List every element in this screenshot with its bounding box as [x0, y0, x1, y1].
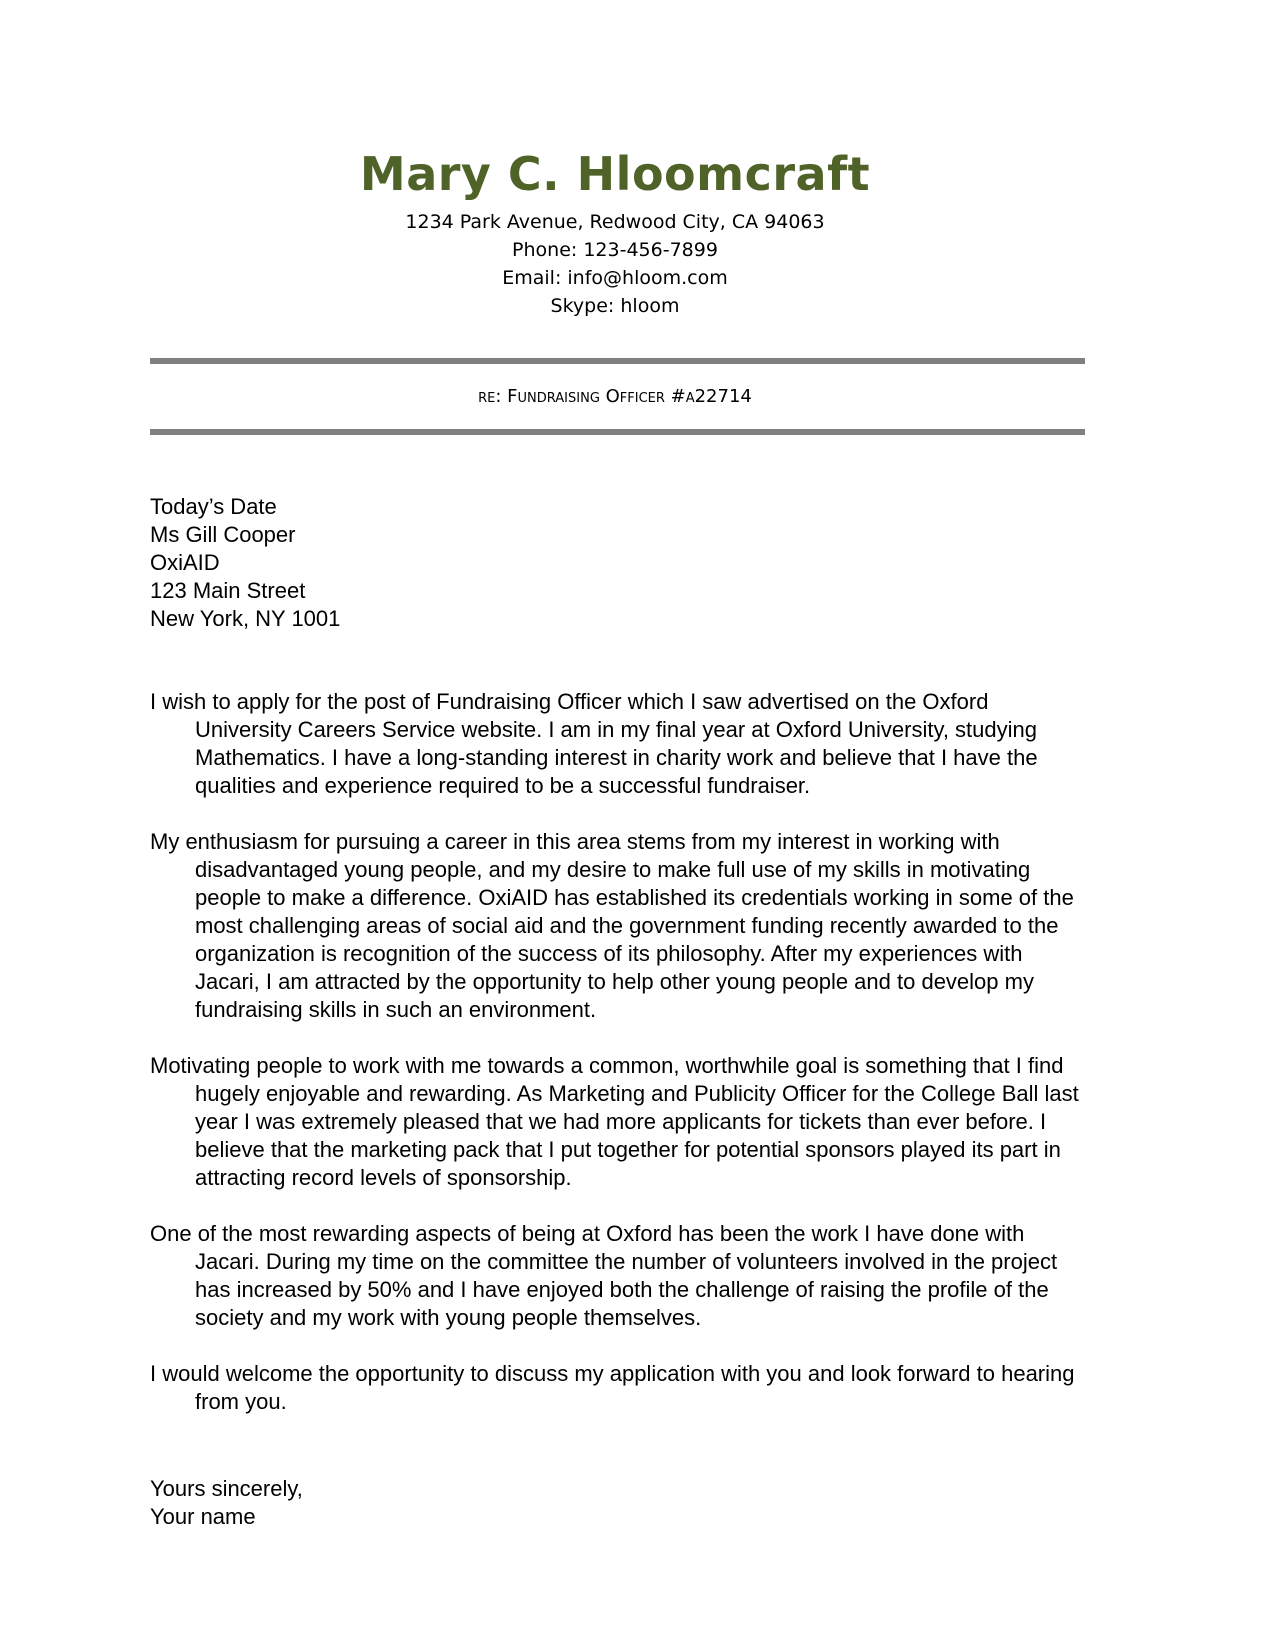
sender-phone: Phone: 123-456-7899	[512, 239, 718, 261]
signature-name: Your name	[150, 1504, 256, 1529]
recipient-organization: OxiAID	[150, 550, 220, 575]
body-paragraph: My enthusiasm for pursuing a career in this area stems from my interest in working with disadvantaged young people, and my desire to make full use of my skills in motivating people to make a difference. OxiAID has established its credentials working in some of the most challenging areas of social aid and the government funding recently awarded to the organization is recognition of the success of its philosophy. After my experiences with Jacari, I am attracted by the opportunity to help other young people and to develop my fundraising skills in such an environment.	[150, 829, 1074, 1022]
bottom-divider	[150, 429, 1085, 435]
recipient-name: Ms Gill Cooper	[150, 522, 296, 547]
closing-block	[150, 1475, 303, 1531]
closing-salutation: Yours sincerely,	[150, 1476, 303, 1501]
body-paragraph: Motivating people to work with me towards a common, worthwhile goal is something that I find hugely enjoyable and rewarding. As Marketing and Publicity Officer for the College Ball last year I was extremely pleased that we had more applicants for tickets than ever before. I believe that the marketing pack that I put together for potential sponsors played its part in attracting record levels of sponsorship.	[150, 1053, 1079, 1190]
recipient-street: 123 Main Street	[150, 578, 306, 603]
sender-email: Email: info@hloom.com	[502, 267, 728, 289]
body-paragraph: I would welcome the opportunity to discuss my application with you and look forward to hearing from you.	[150, 1361, 1075, 1414]
sender-name: Mary C. Hloomcraft	[359, 147, 871, 201]
recipient-block	[150, 493, 1080, 633]
letter-date: Today’s Date	[150, 494, 277, 519]
body-paragraph: One of the most rewarding aspects of being at Oxford has been the work I have done with Jacari. During my time on the committee the number of volunteers involved in the project has increased by 50% and I have enjoyed both the challenge of raising the profile of the society and my work with young people themselves.	[150, 1221, 1058, 1330]
top-divider	[150, 358, 1085, 364]
reference-line: re: Fundraising Officer #a22714	[478, 386, 752, 407]
recipient-city: New York, NY 1001	[150, 606, 341, 631]
sender-address: 1234 Park Avenue, Redwood City, CA 94063	[405, 211, 825, 233]
letter-body	[150, 688, 1090, 1444]
letterhead	[150, 140, 1080, 320]
sender-skype: Skype: hloom	[550, 295, 680, 317]
body-paragraph: I wish to apply for the post of Fundraising Officer which I saw advertised on the Oxford University Careers Service website. I am in my final year at Oxford University, studying Mathematics. I have a long-standing interest in charity work and believe that I have the qualities and experience required to be a successful fundraiser.	[150, 689, 1038, 798]
